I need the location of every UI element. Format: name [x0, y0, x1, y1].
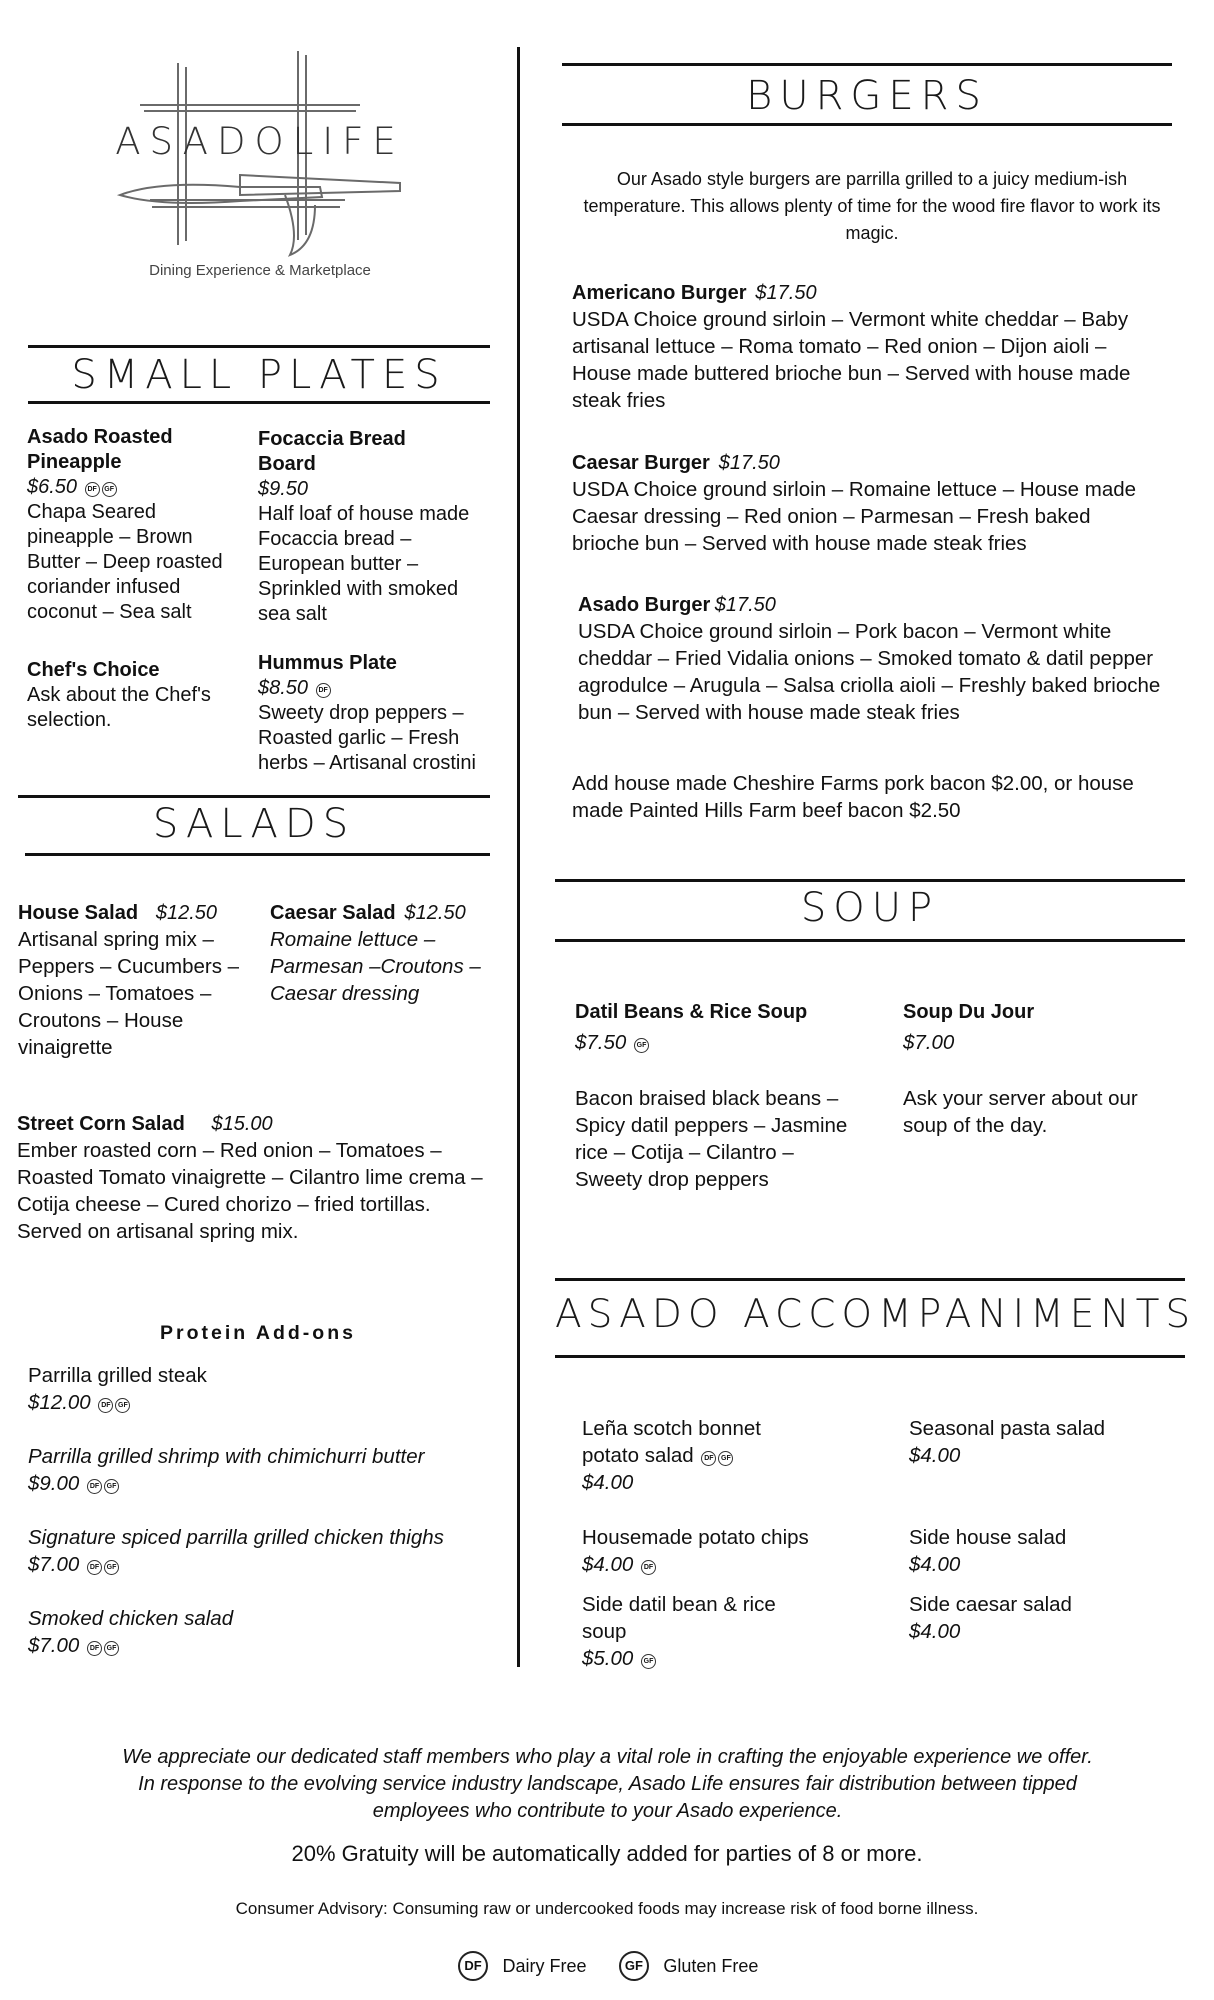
protein-addons-title: Protein Add-ons: [160, 1322, 356, 1344]
burgers-intro: Our Asado style burgers are parrilla grilled to a juicy medium-ish temperature. This allows plenty of time for the wood fire flavor to work its magic.: [583, 169, 1161, 243]
addon-name: Parrilla grilled steak: [28, 1364, 207, 1387]
item-price: $12.50: [155, 902, 217, 924]
dairy-free-badge: DF: [641, 1560, 656, 1575]
item-name: Side datil bean & rice soup: [582, 1593, 776, 1643]
small-plates-title: SMALL PLATES: [71, 352, 447, 398]
gluten-free-badge: GF: [115, 1398, 130, 1413]
item-name: Side house salad: [909, 1526, 1067, 1549]
item-name: Caesar Burger: [572, 452, 710, 474]
item-name: Housemade potato chips: [582, 1526, 809, 1549]
item-price: $17.50: [755, 282, 817, 304]
item-price: $4.00: [909, 1553, 961, 1576]
item-desc: Ember roasted corn – Red onion – Tomatoes – Roasted Tomato vinaigrette – Cilantro lime crema – Cotija cheese – Cured chorizo – fried tortillas. Served on artisanal spring mix.: [17, 1139, 483, 1243]
item-desc: Sweety drop peppers – Roasted garlic – Fresh herbs – Artisanal crostini: [258, 702, 476, 774]
item-desc: Chapa Seared pineapple – Brown Butter – Deep roasted coriander infused coconut – Sea salt: [27, 501, 223, 623]
item-side-caesar-salad: [909, 1591, 1179, 1645]
item-name: Street Corn Salad: [17, 1113, 185, 1135]
item-side-datil-soup: [582, 1591, 812, 1672]
soup-top-rule: [555, 879, 1185, 882]
item-name: House Salad: [18, 902, 139, 924]
item-datil-soup: [575, 1000, 860, 1193]
addon-name: Signature spiced parrilla grilled chicken thighs: [28, 1526, 444, 1549]
salads-top-rule: [18, 795, 490, 798]
column-divider: [517, 47, 520, 1667]
dairy-free-legend-icon: DF: [458, 1951, 488, 1981]
logo: [100, 45, 420, 285]
gluten-free-badge: GF: [718, 1451, 733, 1466]
soup-bottom-rule: [555, 939, 1185, 942]
accompaniments-title: ASADO ACCOMPANIMENTS: [555, 1292, 1197, 1337]
dairy-free-badge: DF: [701, 1451, 716, 1466]
addon-name: Smoked chicken salad: [28, 1607, 234, 1630]
item-price: $8.50: [258, 677, 309, 699]
salads-title: SALADS: [152, 801, 356, 847]
item-potato-salad: [582, 1415, 872, 1496]
dairy-free-badge: DF: [87, 1560, 102, 1575]
item-desc: Ask your server about our soup of the day.: [903, 1087, 1138, 1137]
staff-appreciation-note: We appreciate our dedicated staff members who play a vital role in crafting the enjoyable experience we offer. In response to the evolving service industry landscape, Asado Life ensures fair distribution between tipped employees who contribute to your Asado experience.: [122, 1746, 1093, 1822]
accompaniments-bottom-rule: [555, 1355, 1185, 1358]
addon-shrimp: [28, 1443, 498, 1497]
item-price: $4.00: [909, 1620, 961, 1643]
dairy-free-badge: DF: [316, 683, 331, 698]
burgers-top-rule: [562, 63, 1172, 66]
item-americano-burger: [572, 281, 1172, 414]
item-name: Chef's Choice: [27, 659, 160, 681]
addon-price: $9.00: [28, 1472, 80, 1495]
gluten-free-badge: GF: [104, 1641, 119, 1656]
item-price: $15.00: [211, 1113, 273, 1135]
gluten-free-badge: GF: [104, 1479, 119, 1494]
addon-chicken-thighs: [28, 1524, 498, 1578]
small-plates-top-rule: [28, 345, 490, 348]
item-name: Americano Burger: [572, 282, 747, 304]
item-street-corn-salad: [17, 1112, 487, 1245]
item-name-line1: Leña scotch bonnet: [582, 1417, 761, 1440]
item-desc: USDA Choice ground sirloin – Vermont white cheddar – Baby artisanal lettuce – Roma tomato – Red onion – Dijon aioli – House made buttered brioche bun – Served with house made steak fries: [572, 308, 1131, 412]
addon-chicken-salad: [28, 1605, 498, 1659]
addon-steak: [28, 1362, 498, 1416]
dairy-free-badge: DF: [98, 1398, 113, 1413]
item-price: $17.50: [714, 594, 776, 616]
item-price: $9.50: [258, 478, 309, 500]
gratuity-note: 20% Gratuity will be automatically added for parties of 8 or more.: [291, 1841, 923, 1866]
dairy-free-badge: DF: [87, 1641, 102, 1656]
item-soup-du-jour: [903, 1000, 1183, 1139]
item-focaccia: [258, 427, 493, 627]
gluten-free-legend-label: Gluten Free: [663, 1955, 759, 1976]
consumer-advisory: Consumer Advisory: Consuming raw or undercooked foods may increase risk of food borne illness.: [235, 1899, 979, 1918]
item-price: $5.00: [582, 1647, 634, 1670]
dairy-free-badge: DF: [85, 482, 100, 497]
item-price: $17.50: [718, 452, 780, 474]
item-desc: Half loaf of house made Focaccia bread – European butter – Sprinkled with smoked sea salt: [258, 503, 470, 625]
item-name: Asado Roasted Pineapple: [27, 426, 173, 473]
item-desc: USDA Choice ground sirloin – Pork bacon – Vermont white cheddar – Fried Vidalia onions – Smoked tomato & datil pepper agrodulce – Arugula – Salsa criolla aioli – Freshly baked brioche bun – Served with house made steak fries: [578, 620, 1161, 724]
item-desc: Bacon braised black beans – Spicy datil peppers – Jasmine rice – Cotija – Cilantro – Sweety drop peppers: [575, 1087, 848, 1191]
item-price: $6.50: [27, 476, 78, 498]
item-caesar-salad: [270, 901, 495, 1007]
item-house-salad: [18, 901, 253, 1061]
accompaniments-top-rule: [555, 1278, 1185, 1281]
addon-price: $12.00: [28, 1391, 91, 1414]
item-price: $12.50: [404, 902, 466, 924]
addon-name: Parrilla grilled shrimp with chimichurri butter: [28, 1445, 425, 1468]
item-caesar-burger: [572, 451, 1172, 557]
item-price: $7.00: [903, 1031, 955, 1054]
tagline: Dining Experience & Marketplace: [149, 262, 371, 279]
item-side-house-salad: [909, 1524, 1179, 1578]
item-name: Side caesar salad: [909, 1593, 1072, 1616]
gluten-free-badge: GF: [641, 1654, 656, 1669]
item-name: Datil Beans & Rice Soup: [575, 1001, 808, 1023]
small-plates-bottom-rule: [28, 401, 490, 404]
item-price: $4.00: [909, 1444, 961, 1467]
item-pasta-salad: [909, 1415, 1179, 1469]
item-chefs-choice: [27, 658, 237, 733]
salads-bottom-rule: [25, 853, 490, 856]
item-name: Seasonal pasta salad: [909, 1417, 1106, 1440]
soup-title: SOUP: [800, 885, 940, 931]
gluten-free-badge: GF: [104, 1560, 119, 1575]
item-name: Caesar Salad: [270, 902, 396, 924]
item-name: Soup Du Jour: [903, 1001, 1035, 1023]
item-name-line2: potato salad: [582, 1444, 694, 1467]
burgers-bottom-rule: [562, 123, 1172, 126]
item-desc: Ask about the Chef's selection.: [27, 684, 211, 731]
dairy-free-legend-label: Dairy Free: [502, 1955, 587, 1976]
logo-text: ASADOLIFE: [115, 120, 405, 163]
item-asado-burger: [578, 593, 1178, 726]
item-name: Asado Burger: [578, 594, 711, 616]
bacon-addon-note: Add house made Cheshire Farms pork bacon $2.00, or house made Painted Hills Farm beef bacon $2.50: [572, 772, 1134, 822]
item-potato-chips: [582, 1524, 872, 1578]
item-price: $4.00: [582, 1553, 634, 1576]
gluten-free-badge: GF: [102, 482, 117, 497]
gluten-free-legend-icon: GF: [619, 1951, 649, 1981]
item-name: Focaccia Bread Board: [258, 428, 406, 475]
item-desc: USDA Choice ground sirloin – Romaine lettuce – House made Caesar dressing – Red onion – Parmesan – Fresh baked brioche bun – Served with house made steak fries: [572, 478, 1137, 555]
item-desc: Artisanal spring mix – Peppers – Cucumbers – Onions – Tomatoes – Croutons – House vinaigrette: [18, 928, 240, 1059]
item-hummus: [258, 651, 498, 776]
dairy-free-badge: DF: [87, 1479, 102, 1494]
item-desc: Romaine lettuce – Parmesan –Croutons – Caesar dressing: [270, 928, 481, 1005]
item-price: $7.50: [575, 1031, 627, 1054]
addon-price: $7.00: [28, 1634, 80, 1657]
addon-price: $7.00: [28, 1553, 80, 1576]
diet-legend: [458, 1951, 798, 1987]
gluten-free-badge: GF: [634, 1038, 649, 1053]
burgers-title: BURGERS: [746, 73, 988, 119]
item-pineapple: [27, 425, 237, 625]
item-name: Hummus Plate: [258, 652, 397, 674]
item-price: $4.00: [582, 1471, 634, 1494]
